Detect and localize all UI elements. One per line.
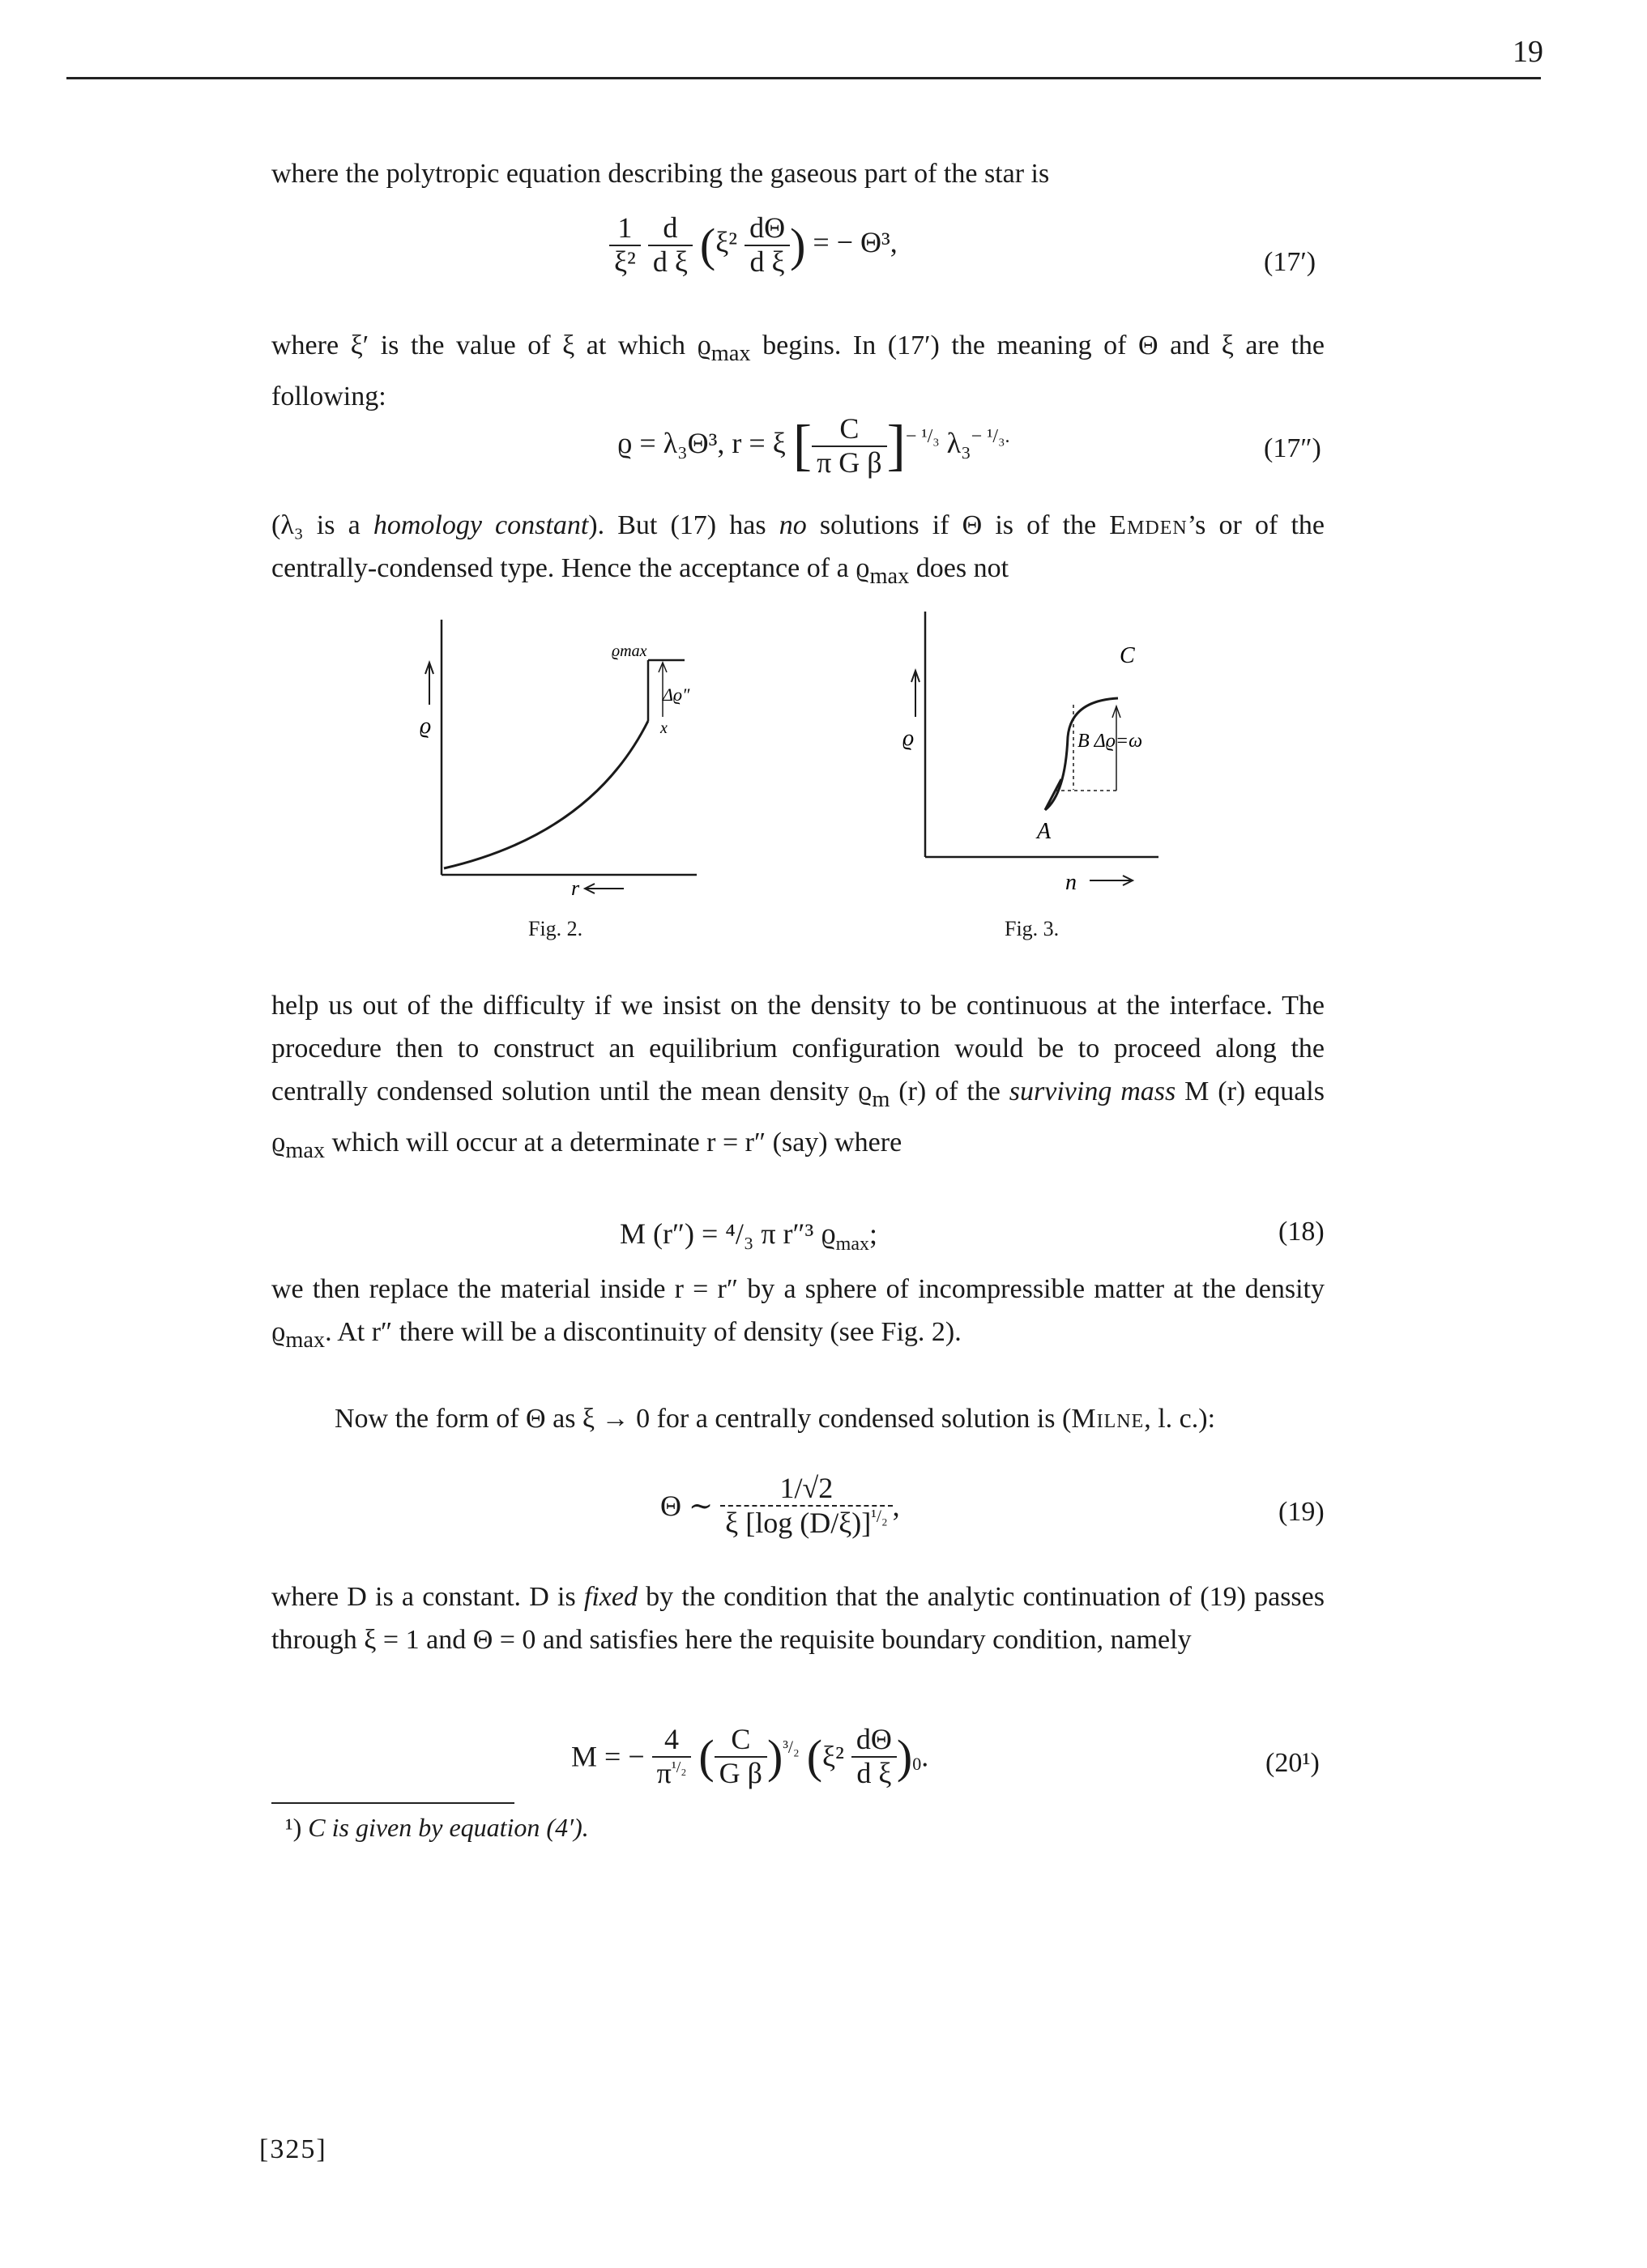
eq17pp-c: C: [812, 413, 887, 447]
rho-m-sub: m: [872, 1086, 890, 1112]
eq17pp-frac: [812, 413, 887, 479]
paragraph-4-d: which will occur at a determinate r = r″ (say) where: [325, 1127, 902, 1157]
equation-17-prime: $\frac{1}{\text{ξ²}}$ $\frac{d}{\text{d ξ}}$ (ξ² $\frac{d\Theta}{\text{d ξ}}$ ) = − Θ³,: [609, 212, 898, 278]
fig2-point-label: x: [660, 719, 668, 737]
fig3-curve-lower: [1045, 779, 1061, 810]
fig3-y-label: ϱ: [902, 726, 915, 751]
eq20-dxi: d ξ: [856, 1756, 892, 1789]
equation-17-double-prime: ϱ = λ₃Θ³, r = ξ [ $\frac{C}{\text{π G β}}$ ]$^{- ^1/_3}$ λ₃$^{- ^1/_3.}$: [617, 412, 1010, 479]
eq19-label: (19): [1278, 1497, 1325, 1527]
eq18-label: (18): [1278, 1217, 1325, 1247]
eq20-lhs: M = −: [571, 1740, 645, 1773]
rho-max-sub-2: max: [869, 563, 910, 589]
footnote-text: C is given by equation (4′).: [308, 1813, 589, 1842]
footnote: [285, 1813, 589, 1843]
eq17pp-lhs: ϱ = λ₃Θ³, r = ξ: [617, 426, 786, 459]
paragraph-3-end: ’s or of the centrally-condensed type. Hence the acceptance of a ϱ: [271, 510, 1325, 583]
eq20-label: (20¹): [1265, 1748, 1320, 1778]
paragraph-4: [271, 984, 1325, 1172]
paragraph-6-b: , l. c.):: [1144, 1404, 1216, 1434]
equation-19: [660, 1473, 900, 1539]
eq19-num: 1/√2: [720, 1473, 892, 1507]
eq17p-d: d: [648, 212, 693, 246]
eq17p-frac-3: [745, 212, 790, 278]
eq17p-rhs: = − Θ³,: [813, 225, 898, 258]
header-rule: [66, 77, 1541, 79]
fig3-x-label: n: [1065, 870, 1077, 895]
paragraph-3-end2: does not: [909, 553, 1009, 583]
eq20-exp: ³/₂: [783, 1736, 800, 1757]
fig2-x-label: r: [571, 876, 580, 900]
paragraph-5-a: we then replace the material inside r = r″ by a sphere of incompressible matter at the density ϱ: [271, 1274, 1325, 1347]
fig3-mid-label: B Δϱ=ω: [1077, 731, 1143, 752]
eq18-semi: ;: [868, 1217, 877, 1250]
fig2-jump-label: Δϱ″: [663, 684, 690, 705]
paragraph-5: [271, 1268, 1325, 1362]
eq17pp-pigbeta: π G β: [817, 446, 882, 479]
eq20-pi: [652, 1758, 692, 1790]
paragraph-6-a: Now the form of Θ as ξ → 0 for a centrally condensed solution is (: [335, 1404, 1072, 1434]
eq20-c: C: [715, 1724, 767, 1758]
paragraph-2: [271, 324, 1325, 418]
fig2-curve: [444, 721, 648, 868]
eq17p-label: (17′): [1264, 247, 1316, 277]
surviving-mass: surviving mass: [1009, 1076, 1176, 1106]
eq20-pi-text: π: [656, 1756, 672, 1789]
milne-name: Milne: [1071, 1404, 1145, 1434]
eq19-den-exp: ¹/₂: [871, 1505, 888, 1526]
emphasis-fixed: fixed: [583, 1582, 638, 1612]
paragraph-3-mid2: solutions if Θ is of the: [806, 510, 1110, 540]
footnote-rule: [271, 1802, 514, 1804]
eq17p-xi2: ξ²: [614, 245, 636, 278]
eq18-text: M (r″) = ⁴/₃ π r″³ ϱ: [620, 1217, 836, 1250]
eq17p-dxi: d ξ: [652, 245, 688, 278]
paragraph-6: [271, 1397, 1325, 1440]
eq17p-frac-2: [648, 212, 693, 278]
homology-constant: homology constant: [373, 510, 589, 540]
equation-18: [620, 1217, 877, 1256]
eq20-four: 4: [652, 1724, 692, 1758]
footnote-marker: ¹): [285, 1813, 302, 1842]
paragraph-4-b: (r) of the: [890, 1076, 1009, 1106]
paragraph-5-b: . At r″ there will be a discontinuity of density (see Fig. 2).: [325, 1317, 962, 1347]
paragraph-2-b: begins. In (17′) the meaning of Θ and ξ are the following:: [271, 330, 1325, 411]
rho-max-sub-3: max: [285, 1137, 326, 1163]
eq20-dtheta: dΘ: [851, 1724, 897, 1758]
paragraph-3: [271, 504, 1325, 598]
fig3-top-label: C: [1120, 643, 1135, 668]
rho-max-sub-4: max: [285, 1327, 326, 1353]
eq18-sub: max: [835, 1234, 869, 1256]
fig3-bottom-label: A: [1037, 819, 1052, 844]
emphasis-no: no: [779, 510, 807, 540]
eq20-sub0: 0: [912, 1754, 922, 1775]
eq17pp-tail: λ₃: [946, 426, 971, 459]
paragraph-1: [271, 152, 1325, 195]
eq20-dot: .: [921, 1740, 929, 1773]
eq20-frac-2: [715, 1724, 767, 1789]
equation-20: M = − $\frac{4}{\pi^{^1/_2}}$ ( $\frac{C}{\text{G β}}$ )$^{^3/_2}$ (ξ² $\frac{d\Theta}{\text{d ξ}}$ )$_0$.: [571, 1723, 929, 1789]
paragraph-7-a: where D is a constant. D is: [271, 1582, 584, 1612]
eq19-comma: ,: [892, 1490, 900, 1523]
figure-3: [891, 608, 1264, 899]
paragraph-2-a: where ξ′ is the value of ξ at which ϱ: [271, 330, 711, 360]
fig3-curve: [1045, 698, 1118, 810]
eq19-frac: [720, 1473, 892, 1539]
paragraph-7: [271, 1575, 1325, 1661]
fig2-y-label: ϱ: [420, 714, 432, 739]
eq20-gbeta: G β: [719, 1756, 762, 1789]
eq20-pi-exp: ¹/₂: [671, 1758, 687, 1776]
paragraph-7-b: by the condition that the analytic continuation of (19) passes through ξ = 1 and Θ = 0 and satisfies here the requisite boundary condition, namely: [271, 1582, 1325, 1655]
eq17p-one: 1: [609, 212, 641, 246]
paragraph-4-c: M (r) equals ϱ: [271, 1076, 1325, 1157]
bottom-page-mark: [325]: [259, 2134, 327, 2164]
eq17p-xi2-inner: ξ²: [715, 225, 738, 258]
fig2-caption: Fig. 2.: [528, 917, 583, 940]
eq20-frac-1: [652, 1724, 692, 1789]
eq19-den-text: ξ [log (D/ξ)]: [725, 1506, 872, 1539]
eq17pp-label: (17″): [1264, 433, 1321, 463]
eq20-frac-3: [851, 1724, 897, 1789]
fig3-caption: Fig. 3.: [1005, 917, 1060, 940]
page-number: 19: [1513, 35, 1543, 69]
rho-max-sub: max: [710, 340, 751, 366]
eq19-den: [720, 1507, 892, 1540]
eq20-xi2: ξ²: [822, 1740, 844, 1773]
emden-name: Emden: [1109, 510, 1188, 540]
figure-2: [405, 616, 729, 907]
fig2-top-label: ϱmax: [612, 642, 647, 660]
eq17pp-tail-exp: − ¹/₃.: [971, 425, 1010, 447]
paragraph-3-mid: ). But (17) has: [588, 510, 779, 540]
eq17p-frac-1: [609, 212, 641, 278]
eq17pp-exp: − ¹/₃: [905, 425, 940, 447]
paragraph-3-lambda: (λ₃ is a: [271, 510, 373, 540]
paragraph-4-a: help us out of the difficulty if we insist on the density to be continuous at the interface. The procedure then to construct an equilibrium configuration would be to proceed along the centrally condensed solution until the mean density ϱ: [271, 991, 1325, 1106]
eq17p-dxi2: d ξ: [749, 245, 785, 278]
eq17p-dtheta: dΘ: [745, 212, 790, 246]
eq19-lhs: Θ ∼: [660, 1490, 714, 1523]
paragraph-1-text: where the polytropic equation describing the gaseous part of the star is: [271, 159, 1050, 189]
